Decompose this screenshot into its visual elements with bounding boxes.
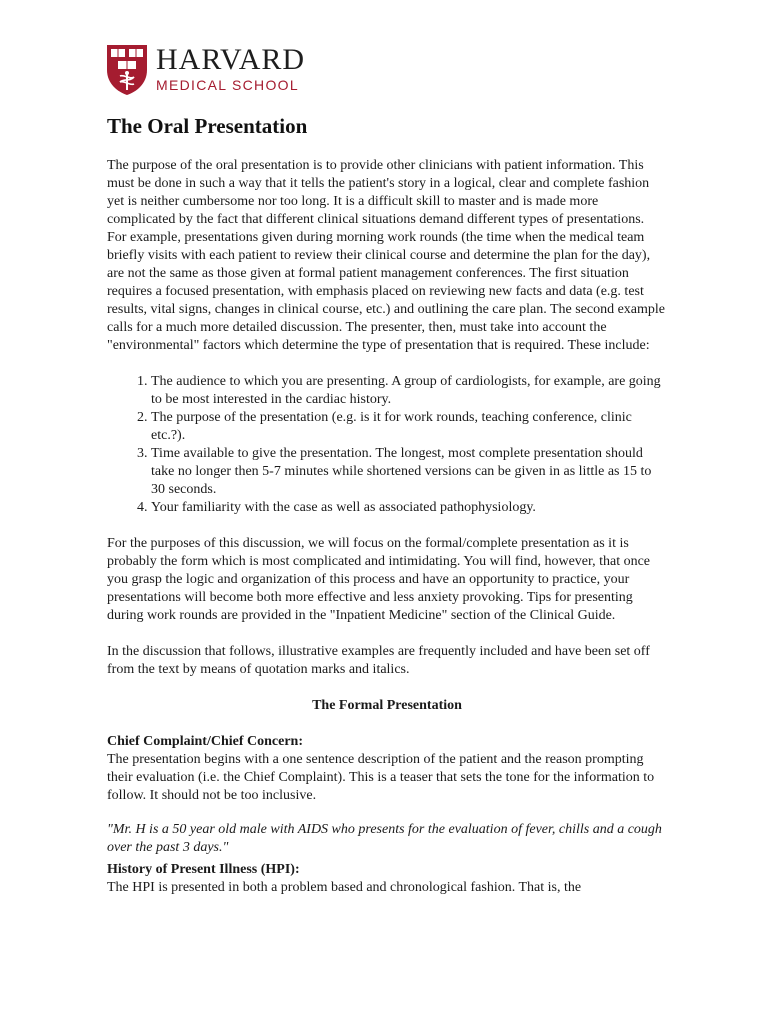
hpi-heading: History of Present Illness (HPI):	[107, 862, 300, 877]
chief-complaint-heading: Chief Complaint/Chief Concern:	[107, 734, 303, 749]
chief-complaint-text: The presentation begins with a one sentence description of the patient and the reason prompting their evaluation (i.e. the Chief Complaint). This is a teaser that sets the tone for the information to follow. It should not be too inclusive.	[107, 752, 655, 803]
chief-complaint-example: "Mr. H is a 50 year old male with AIDS who presents for the evaluation of fever, chills and a cough over the past 3 days."	[107, 822, 662, 855]
logo-subtitle: MEDICAL SCHOOL	[156, 77, 299, 93]
focus-paragraph: For the purposes of this discussion, we will focus on the formal/complete presentation as it is probably the form which is most complicated and intimidating. You will find, however, that once you grasp the logic and organization of this process and have an opportunity to practice, your presentations will become both more effective and less anxiety provoking. Tips for presenting during work rounds are provided in the "Inpatient Medicine" section of the Clinical Guide.	[107, 536, 651, 623]
intro-paragraph: The purpose of the oral presentation is to provide other clinicians with patient information. This must be done in such a way that it tells the patient's story in a logical, clear and complete fashion yet is neither cumbersome nor too long. It is a difficult skill to master and is made more complicated by the fact that different clinical situations demand different types of presentations. For example, presentations given during morning work rounds (the time when the medical team briefly visits with each patient to review their clinical course and determine the plan for the day), are not the same as those given at formal patient management conferences. The first situation requires a focused presentation, with emphasis placed on reviewing new facts and data (e.g. test results, vital signs, changes in clinical course, etc.) and outlining the care plan. The second example calls for a much more detailed discussion. The presenter, then, must take into account the "environmental" factors which determine the type of presentation that is required. These include:	[107, 158, 666, 353]
hpi-text: The HPI is presented in both a problem based and chronological fashion. That is, the	[107, 880, 582, 895]
harvard-shield-icon	[106, 44, 148, 96]
list-item: 1. The audience to which you are presenting. A group of cardiologists, for example, are going to be most interested in the cardiac history.	[151, 373, 667, 409]
logo-wordmark: HARVARD	[156, 43, 306, 76]
section-title: The Formal Presentation	[312, 698, 462, 713]
list-item: 3. Time available to give the presentation. The longest, most complete presentation should take no longer then 5-7 minutes while shortened versions can be given in as little as 15 to 30 seconds.	[151, 445, 667, 499]
document-title: The Oral Presentation	[107, 114, 308, 138]
factors-list	[107, 373, 667, 517]
document-body	[107, 112, 667, 897]
list-item: 4. Your familiarity with the case as well as associated pathophysiology.	[151, 499, 667, 517]
list-item: 2. The purpose of the presentation (e.g. is it for work rounds, teaching conference, clinic etc.?).	[151, 409, 667, 445]
examples-paragraph: In the discussion that follows, illustrative examples are frequently included and have been set off from the text by means of quotation marks and italics.	[107, 644, 650, 677]
harvard-medical-school-logo	[106, 44, 305, 96]
